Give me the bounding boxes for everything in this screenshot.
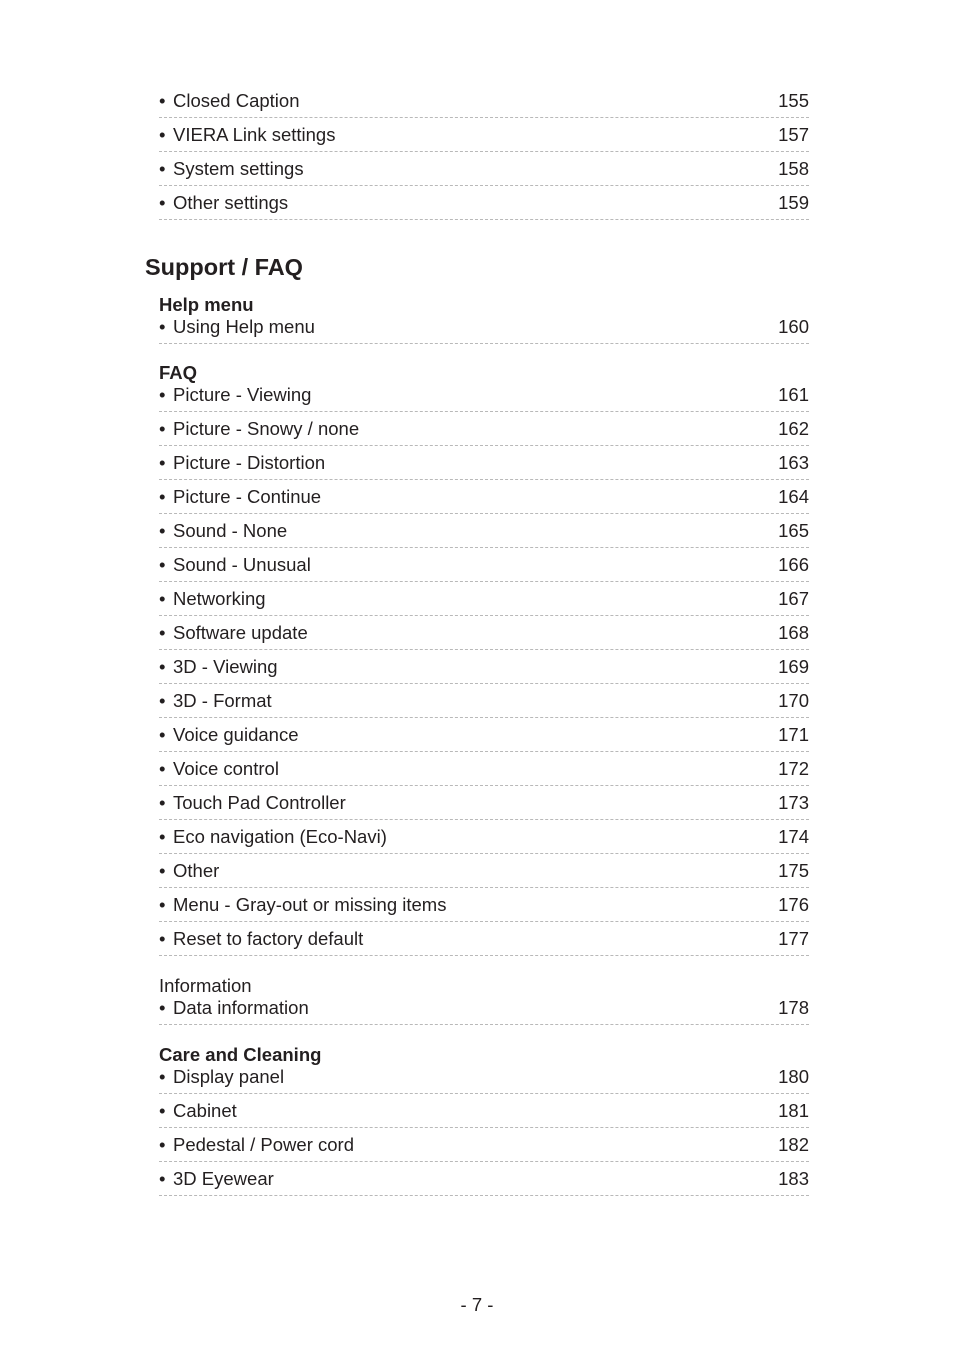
toc-entry-label xyxy=(159,690,272,712)
page-number: - 7 - xyxy=(460,1294,494,1315)
toc-entry[interactable] xyxy=(159,118,809,152)
bullet-icon: • xyxy=(159,1100,166,1121)
toc-entry-page-number: 157 xyxy=(778,124,809,145)
toc-entry-label xyxy=(159,588,266,610)
toc-entry[interactable] xyxy=(159,888,809,922)
bullet-icon: • xyxy=(159,656,166,677)
toc-entry-label xyxy=(159,792,346,814)
toc-entry-text: Voice guidance xyxy=(173,724,299,745)
toc-entry[interactable] xyxy=(159,820,809,854)
toc-entry[interactable] xyxy=(159,922,809,956)
toc-entry-label xyxy=(159,1168,274,1190)
bullet-icon: • xyxy=(159,1066,166,1087)
bullet-icon: • xyxy=(159,690,166,711)
bullet-icon: • xyxy=(159,418,166,439)
toc-entry-label xyxy=(159,622,308,644)
toc-entry-page-number: 164 xyxy=(778,486,809,507)
toc-entry-page-number: 155 xyxy=(778,90,809,111)
toc-entry-text: Other settings xyxy=(173,192,289,213)
toc-entry-label xyxy=(159,520,287,542)
toc-entry-label xyxy=(159,894,446,916)
toc-entry[interactable] xyxy=(159,446,809,480)
toc-entry[interactable] xyxy=(159,1162,809,1196)
toc-entry-page-number: 166 xyxy=(778,554,809,575)
information-heading: Information xyxy=(159,975,252,996)
toc-entry[interactable] xyxy=(159,718,809,752)
toc-group-care-cleaning xyxy=(159,1060,809,1196)
bullet-icon: • xyxy=(159,158,166,179)
toc-entry-label xyxy=(159,384,311,406)
toc-entry-label xyxy=(159,758,279,780)
bullet-icon: • xyxy=(159,997,166,1018)
toc-entry[interactable] xyxy=(159,186,809,220)
toc-entry-text: Cabinet xyxy=(173,1100,237,1121)
toc-entry[interactable] xyxy=(159,480,809,514)
toc-entry-page-number: 159 xyxy=(778,192,809,213)
bullet-icon: • xyxy=(159,894,166,915)
toc-entry-page-number: 174 xyxy=(778,826,809,847)
toc-entry[interactable] xyxy=(159,1094,809,1128)
bullet-icon: • xyxy=(159,758,166,779)
bullet-icon: • xyxy=(159,826,166,847)
toc-entry-label xyxy=(159,826,387,848)
bullet-icon: • xyxy=(159,316,166,337)
toc-entry-text: Other xyxy=(173,860,220,881)
toc-entry-label xyxy=(159,1100,237,1122)
toc-entry-page-number: 173 xyxy=(778,792,809,813)
toc-entry-label xyxy=(159,124,335,146)
toc-entry-label xyxy=(159,860,219,882)
care-cleaning-heading: Care and Cleaning xyxy=(159,1044,322,1065)
toc-entry[interactable] xyxy=(159,310,809,344)
toc-entry-text: Eco navigation (Eco-Navi) xyxy=(173,826,387,847)
bullet-icon: • xyxy=(159,90,166,111)
toc-entry-text: Display panel xyxy=(173,1066,285,1087)
toc-entry-page-number: 183 xyxy=(778,1168,809,1189)
toc-entry-text: Picture - Viewing xyxy=(173,384,312,405)
toc-entry[interactable] xyxy=(159,752,809,786)
toc-entry-text: Sound - Unusual xyxy=(173,554,311,575)
toc-entry[interactable] xyxy=(159,854,809,888)
toc-entry-text: Reset to factory default xyxy=(173,928,364,949)
toc-entry-text: Using Help menu xyxy=(173,316,315,337)
toc-entry-page-number: 170 xyxy=(778,690,809,711)
toc-entry-text: Data information xyxy=(173,997,309,1018)
bullet-icon: • xyxy=(159,554,166,575)
toc-entry-label xyxy=(159,1134,354,1156)
toc-group-help-menu xyxy=(159,310,809,344)
toc-entry[interactable] xyxy=(159,991,809,1025)
toc-entry-label xyxy=(159,928,363,950)
toc-entry-page-number: 182 xyxy=(778,1134,809,1155)
toc-entry-label xyxy=(159,316,315,338)
toc-entry-page-number: 180 xyxy=(778,1066,809,1087)
toc-entry-label xyxy=(159,656,278,678)
toc-entry-text: Sound - None xyxy=(173,520,288,541)
toc-entry-page-number: 162 xyxy=(778,418,809,439)
bullet-icon: • xyxy=(159,452,166,473)
toc-entry-label xyxy=(159,90,300,112)
toc-entry-label xyxy=(159,418,359,440)
toc-entry-page-number: 158 xyxy=(778,158,809,179)
toc-entry-page-number: 176 xyxy=(778,894,809,915)
toc-entry[interactable] xyxy=(159,786,809,820)
bullet-icon: • xyxy=(159,192,166,213)
toc-entry[interactable] xyxy=(159,616,809,650)
toc-entry-page-number: 181 xyxy=(778,1100,809,1121)
toc-entry-label xyxy=(159,554,311,576)
toc-entry-label xyxy=(159,997,309,1019)
toc-entry-label xyxy=(159,1066,284,1088)
toc-entry-text: Pedestal / Power cord xyxy=(173,1134,354,1155)
toc-entry-text: Software update xyxy=(173,622,308,643)
toc-entry-page-number: 177 xyxy=(778,928,809,949)
bullet-icon: • xyxy=(159,724,166,745)
toc-entry-label xyxy=(159,486,321,508)
toc-entry-text: Picture - Snowy / none xyxy=(173,418,360,439)
toc-entry[interactable] xyxy=(159,1128,809,1162)
toc-entry-page-number: 163 xyxy=(778,452,809,473)
toc-entry-page-number: 167 xyxy=(778,588,809,609)
toc-entry[interactable] xyxy=(159,1060,809,1094)
toc-entry[interactable] xyxy=(159,684,809,718)
toc-entry-page-number: 160 xyxy=(778,316,809,337)
bullet-icon: • xyxy=(159,1134,166,1155)
toc-entry-page-number: 168 xyxy=(778,622,809,643)
toc-group-information xyxy=(159,991,809,1025)
bullet-icon: • xyxy=(159,928,166,949)
bullet-icon: • xyxy=(159,520,166,541)
toc-entry[interactable] xyxy=(159,582,809,616)
section-title: Support / FAQ xyxy=(145,254,303,280)
toc-entry-page-number: 178 xyxy=(778,997,809,1018)
toc-entry-text: 3D Eyewear xyxy=(173,1168,274,1189)
toc-entry-label xyxy=(159,158,304,180)
toc-group-settings xyxy=(159,84,809,220)
toc-entry-text: 3D - Format xyxy=(173,690,272,711)
toc-entry[interactable] xyxy=(159,378,809,412)
toc-entry-text: Menu - Gray-out or missing items xyxy=(173,894,447,915)
toc-entry-text: Closed Caption xyxy=(173,90,300,111)
toc-entry-page-number: 172 xyxy=(778,758,809,779)
toc-entry-text: Picture - Distortion xyxy=(173,452,326,473)
toc-entry-label xyxy=(159,452,325,474)
toc-entry-page-number: 171 xyxy=(778,724,809,745)
toc-entry[interactable] xyxy=(159,84,809,118)
bullet-icon: • xyxy=(159,1168,166,1189)
bullet-icon: • xyxy=(159,792,166,813)
toc-entry-text: Picture - Continue xyxy=(173,486,322,507)
bullet-icon: • xyxy=(159,588,166,609)
bullet-icon: • xyxy=(159,486,166,507)
bullet-icon: • xyxy=(159,860,166,881)
toc-group-faq xyxy=(159,378,809,956)
toc-entry[interactable] xyxy=(159,152,809,186)
toc-entry-label xyxy=(159,192,288,214)
toc-entry[interactable] xyxy=(159,412,809,446)
toc-entry-label xyxy=(159,724,299,746)
toc-entry-page-number: 175 xyxy=(778,860,809,881)
toc-entry-page-number: 165 xyxy=(778,520,809,541)
toc-entry-text: VIERA Link settings xyxy=(173,124,336,145)
toc-entry-text: System settings xyxy=(173,158,304,179)
toc-entry[interactable] xyxy=(159,548,809,582)
toc-entry-text: Voice control xyxy=(173,758,279,779)
bullet-icon: • xyxy=(159,384,166,405)
toc-entry-text: 3D - Viewing xyxy=(173,656,278,677)
toc-entry-page-number: 169 xyxy=(778,656,809,677)
toc-entry-page-number: 161 xyxy=(778,384,809,405)
bullet-icon: • xyxy=(159,124,166,145)
toc-entry[interactable] xyxy=(159,514,809,548)
toc-entry-text: Networking xyxy=(173,588,266,609)
toc-entry-text: Touch Pad Controller xyxy=(173,792,346,813)
toc-entry[interactable] xyxy=(159,650,809,684)
help-menu-heading: Help menu xyxy=(159,294,254,315)
bullet-icon: • xyxy=(159,622,166,643)
faq-heading: FAQ xyxy=(159,362,198,383)
